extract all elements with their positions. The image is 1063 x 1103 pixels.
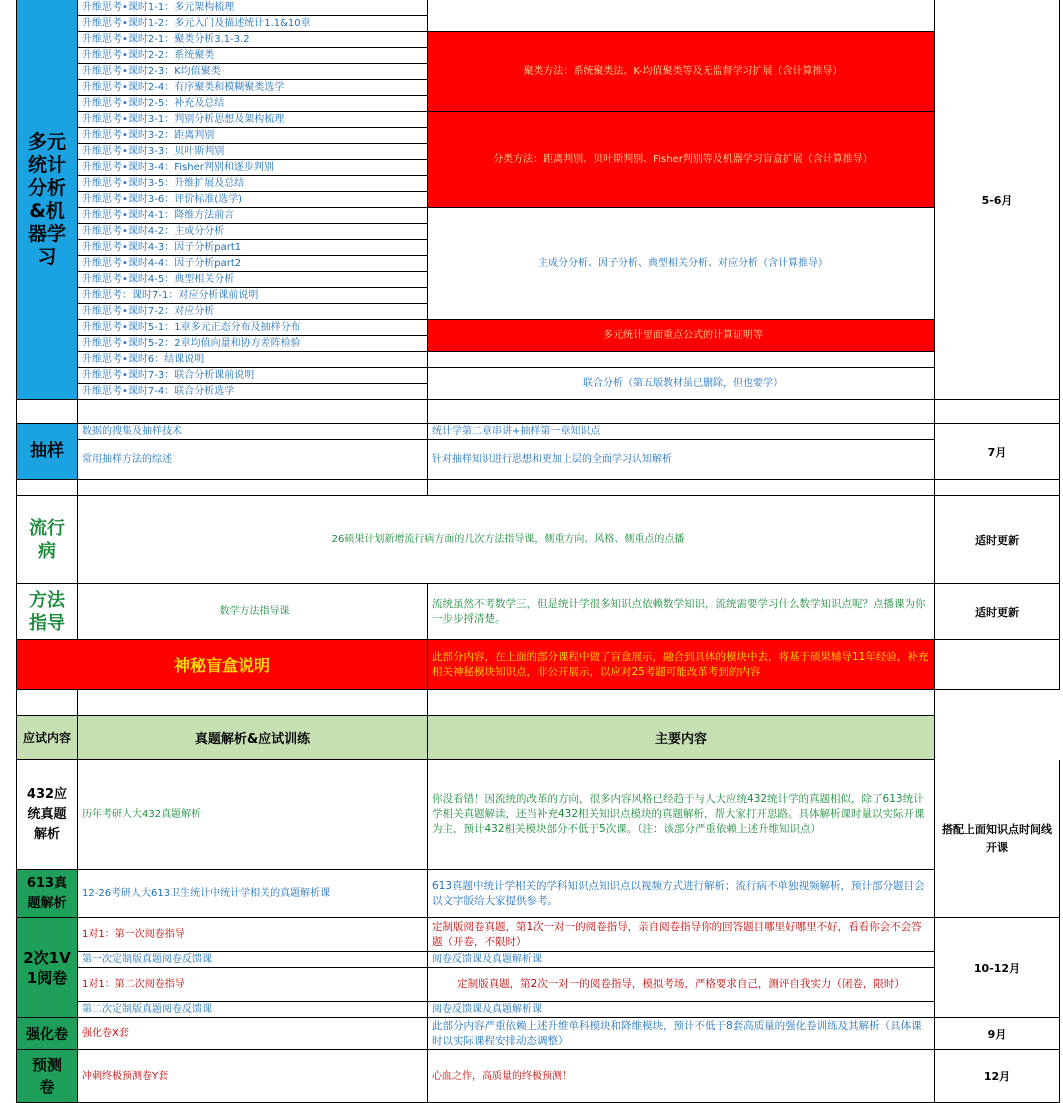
strengthen-left-text: 强化卷X套 bbox=[82, 1028, 129, 1039]
review-row-3-right bbox=[428, 968, 935, 1002]
exam-header-col3 bbox=[428, 716, 935, 760]
review-row-2-right bbox=[428, 952, 935, 968]
category-sampling-label: 抽样 bbox=[30, 441, 64, 461]
lesson-item bbox=[78, 128, 428, 144]
lesson-item-label: 升维思考•课时3-4：Fisher判别和逐步判别 bbox=[82, 162, 274, 173]
period-sampling bbox=[935, 424, 1060, 480]
lesson-item-label: 升维思考•课时4-3：因子分析part1 bbox=[82, 242, 242, 253]
review-row-1-right bbox=[428, 918, 935, 952]
exam613-right bbox=[428, 870, 935, 918]
lesson-item-label: 升维思考•课时5-1：1章多元正态分布及抽样分布 bbox=[82, 322, 301, 333]
category-method-label: 方法指导 bbox=[29, 589, 65, 634]
category-multivariate-label: 多元统计分析&机器学习 bbox=[27, 130, 66, 268]
sampling-row-2-left bbox=[78, 440, 428, 480]
spacer-row-1b bbox=[78, 400, 428, 424]
lesson-item-label: 升维思考：课时7-1：对应分析课前说明 bbox=[82, 290, 259, 301]
note-formula bbox=[428, 320, 935, 352]
lesson-item bbox=[78, 208, 428, 224]
period-multivariate-text: 5-6月 bbox=[981, 193, 1013, 207]
period-epidemic bbox=[935, 496, 1060, 584]
note-dimension bbox=[428, 208, 935, 320]
review-row-4-left-text: 第二次定制版真题阅卷反馈课 bbox=[82, 1004, 212, 1015]
exam432-left bbox=[78, 760, 428, 870]
predict-right bbox=[428, 1050, 935, 1103]
exam432-left-text: 历年考研人大432真题解析 bbox=[82, 809, 202, 820]
sampling-row-1-right-text: 统计学第二章串讲+抽样第一章知识点 bbox=[432, 426, 601, 437]
exam613-right-text: 613真题中统计学相关的学科知识点知识点以视频方式进行解析；流行病不单独视频解析，预计部分题目会以文字版给大家提供参考。 bbox=[432, 879, 925, 907]
method-left bbox=[78, 584, 428, 640]
category-review-label: 2次1V1阅卷 bbox=[23, 948, 71, 987]
sampling-row-1-right bbox=[428, 424, 935, 440]
lesson-item-label: 升维思考•课时2-4：有序聚类和模糊聚类选学 bbox=[82, 82, 285, 93]
period-sampling-text: 7月 bbox=[987, 445, 1007, 459]
spacer-row-3a bbox=[16, 690, 78, 716]
period-exam432 bbox=[935, 760, 1060, 918]
category-exam613-label: 613真题解析 bbox=[26, 875, 68, 911]
spacer-row-1c bbox=[428, 400, 935, 424]
method-right-text: 流统虽然不考数学三，但是统计学很多知识点依赖数学知识，流统需要学习什么数学知识点呢？点播课为你一步步捋清楚。 bbox=[432, 597, 926, 625]
review-row-3-left bbox=[78, 968, 428, 1002]
mystery-content bbox=[428, 640, 935, 690]
sampling-row-2-right bbox=[428, 440, 935, 480]
sampling-row-1-left bbox=[78, 424, 428, 440]
lesson-item-label: 升维思考•课时7-2：对应分析 bbox=[82, 306, 215, 317]
lesson-item bbox=[78, 144, 428, 160]
exam613-left bbox=[78, 870, 428, 918]
exam-header-col3-text: 主要内容 bbox=[654, 732, 707, 747]
exam432-right bbox=[428, 760, 935, 870]
period-predict bbox=[935, 1050, 1060, 1103]
review-row-1-right-text: 定制版阅卷真题，第1次一对一的阅卷指导，亲自阅卷指导你的回答题目哪里好哪里不好，看看你会不会答题（开卷，不限时） bbox=[432, 920, 922, 948]
category-review bbox=[16, 918, 78, 1018]
note-conjoint-text: 联合分析（第五版教材虽已删除，但也要学） bbox=[583, 378, 783, 389]
review-row-4-left bbox=[78, 1002, 428, 1018]
review-row-4-right bbox=[428, 1002, 935, 1018]
mystery-title-text: 神秘盲盒说明 bbox=[173, 656, 270, 675]
category-epidemic bbox=[16, 496, 78, 584]
exam-header-col2 bbox=[78, 716, 428, 760]
lesson-item-label: 升维思考•课时7-3：联合分析课前说明 bbox=[82, 370, 255, 381]
note-clustering bbox=[428, 32, 935, 112]
lesson-item bbox=[78, 112, 428, 128]
spacer-row-2c bbox=[428, 480, 935, 496]
lesson-item bbox=[78, 320, 428, 336]
lesson-item bbox=[78, 160, 428, 176]
strengthen-right bbox=[428, 1018, 935, 1050]
spacer-row-3b bbox=[78, 690, 428, 716]
lesson-item bbox=[78, 96, 428, 112]
lesson-item-label: 升维思考•课时4-2：主成分分析 bbox=[82, 226, 225, 237]
sampling-row-2-right-text: 针对抽样知识进行思想和更加上层的全面学习认知解析 bbox=[432, 454, 672, 465]
note-conjoint bbox=[428, 368, 935, 400]
lesson-item bbox=[78, 16, 428, 32]
exam-header-col2-text: 真题解析&应试训练 bbox=[194, 732, 311, 747]
sampling-row-2-left-text: 常用抽样方法的综述 bbox=[82, 454, 172, 465]
note-formula-text: 多元统计里面重点公式的计算证明等 bbox=[603, 330, 763, 341]
predict-right-text: 心血之作，高质量的终极预测！ bbox=[432, 1070, 572, 1082]
lesson-item-label: 升维思考•课时4-1：降维方法前言 bbox=[82, 210, 235, 221]
lesson-item bbox=[78, 240, 428, 256]
lesson-item bbox=[78, 304, 428, 320]
category-predict bbox=[16, 1050, 78, 1103]
lesson-item bbox=[78, 336, 428, 352]
category-multivariate bbox=[16, 0, 78, 400]
category-strengthen bbox=[16, 1018, 78, 1050]
sampling-row-1-left-text: 数据的搜集及抽样技术 bbox=[82, 426, 182, 437]
strengthen-left bbox=[78, 1018, 428, 1050]
lesson-item-label: 升维思考•课时3-3：贝叶斯判别 bbox=[82, 146, 225, 157]
lesson-item bbox=[78, 176, 428, 192]
lesson-item bbox=[78, 224, 428, 240]
category-exam432 bbox=[16, 760, 78, 870]
period-exam432-text: 搭配上面知识点时间线开课 bbox=[942, 822, 1052, 854]
category-exam613 bbox=[16, 870, 78, 918]
exam432-right-text: 你没看错！因流统的改革的方向，很多内容风格已经趋于与人大应统432统计学的真题相似，除了613统计学相关真题解读，还当补充432相关知识点模块的真题解析，帮大家打开思路。具体解析课时量以实际开课为主，预计432相关模块部分不低于5次课。（注：该部分严重依赖上述升维知识点） bbox=[432, 793, 925, 835]
review-row-1-left-text: 1对1：第一次阅卷指导 bbox=[82, 929, 185, 940]
lesson-item-label: 升维思考•课时6：结课说明 bbox=[82, 354, 205, 365]
lesson-item-label: 升维思考•课时1-1：多元架构梳理 bbox=[82, 2, 235, 13]
lesson-item bbox=[78, 288, 428, 304]
lesson-item-label: 升维思考•课时2-5：补充及总结 bbox=[82, 98, 225, 109]
period-review-text: 10-12月 bbox=[973, 961, 1021, 975]
review-row-2-left-text: 第一次定制版真题阅卷反馈课 bbox=[82, 954, 212, 965]
predict-left bbox=[78, 1050, 428, 1103]
spacer-row-2a bbox=[16, 480, 78, 496]
spacer-row-2b bbox=[78, 480, 428, 496]
spacer-row-2d bbox=[935, 480, 1060, 496]
category-predict-label: 预测卷 bbox=[31, 1056, 62, 1096]
lesson-item bbox=[78, 48, 428, 64]
lesson-item bbox=[78, 32, 428, 48]
lesson-item bbox=[78, 272, 428, 288]
lesson-item-label: 升维思考•课时2-1：聚类分析3.1-3.2 bbox=[82, 34, 250, 45]
exam-header-col1 bbox=[16, 716, 78, 760]
review-row-3-left-text: 1对1：第二次阅卷指导 bbox=[82, 979, 185, 990]
lesson-item bbox=[78, 64, 428, 80]
note-dimension-text: 主成分分析、因子分析、典型相关分析、对应分析（含计算推导） bbox=[538, 258, 828, 269]
lesson-item-label: 升维思考•课时3-5：升维扩展及总结 bbox=[82, 178, 245, 189]
lesson-item-label: 升维思考•课时5-2：2章均值向量和协方差阵检验 bbox=[82, 338, 301, 349]
predict-left-text: 冲刺终极预测卷Y套 bbox=[82, 1070, 169, 1082]
lesson-item bbox=[78, 0, 428, 16]
review-row-4-right-text: 阅卷反馈课及真题解析课 bbox=[432, 1004, 542, 1015]
note-clustering-text: 聚类方法：系统聚类法、K-均值聚类等及无监督学习扩展（含计算推导） bbox=[523, 66, 843, 77]
note-blank-top bbox=[428, 0, 935, 32]
exam613-left-text: 12-26考研人大613卫生统计中统计学相关的真题解析课 bbox=[82, 888, 331, 899]
lesson-item bbox=[78, 256, 428, 272]
lesson-item-label: 升维思考•课时2-2：系统聚类 bbox=[82, 50, 215, 61]
review-row-3-right-text: 定制版真题，第2次一对一的阅卷指导，模拟考场，严格要求自己，测评自我实力（闭卷，限时） bbox=[457, 978, 905, 990]
spacer-row-3c bbox=[428, 690, 935, 716]
lesson-item-label: 升维思考•课时3-1：判别分析思想及架构梳理 bbox=[82, 114, 285, 125]
period-epidemic-text: 适时更新 bbox=[975, 533, 1019, 547]
period-predict-text: 12月 bbox=[983, 1070, 1011, 1083]
period-method bbox=[935, 584, 1060, 640]
mystery-title bbox=[16, 640, 428, 690]
lesson-item bbox=[78, 80, 428, 96]
lesson-item-label: 升维思考•课时3-2：距离判别 bbox=[82, 130, 215, 141]
lesson-item-label: 升维思考•课时2-3：K均值聚类 bbox=[82, 66, 221, 77]
lesson-item bbox=[78, 384, 428, 400]
mystery-blank bbox=[935, 640, 1060, 690]
lesson-item-label: 升维思考•课时7-4：联合分析选学 bbox=[82, 386, 235, 397]
review-row-2-right-text: 阅卷反馈课及真题解析课 bbox=[432, 954, 542, 965]
epidemic-content-text: 26硕果计划新增流行病方面的几次方法指导课，侧重方向、风格、侧重点的点播 bbox=[331, 534, 685, 545]
note-blank-mid bbox=[428, 352, 935, 368]
review-row-1-left bbox=[78, 918, 428, 952]
lesson-item-label: 升维思考•课时4-4：因子分析part2 bbox=[82, 258, 242, 269]
lesson-item-label: 升维思考•课时4-5：典型相关分析 bbox=[82, 274, 235, 285]
exam-header-col1-text: 应试内容 bbox=[22, 731, 71, 745]
lesson-item bbox=[78, 352, 428, 368]
lesson-item-label: 升维思考•课时3-6：评价标准(选学) bbox=[82, 194, 243, 205]
period-strengthen-text: 9月 bbox=[987, 1027, 1007, 1041]
method-right bbox=[428, 584, 935, 640]
lesson-item bbox=[78, 368, 428, 384]
category-sampling bbox=[16, 424, 78, 480]
category-exam432-label: 432应统真题解析 bbox=[26, 786, 68, 842]
note-classification-text: 分类方法：距离判别、贝叶斯判别、Fisher判别等及机器学习盲盒扩展（含计算推导） bbox=[493, 154, 873, 165]
period-method-text: 适时更新 bbox=[975, 605, 1019, 619]
category-epidemic-label: 流行病 bbox=[29, 517, 65, 562]
lesson-item bbox=[78, 192, 428, 208]
strengthen-right-text: 此部分内容严重依赖上述升维单科模块和降维模块，预计不低于8套高质量的强化卷训练及其解析（具体课时以实际课程安排动态调整） bbox=[432, 1019, 922, 1047]
lesson-item-label: 升维思考•课时1-2：多元入门及描述统计1.1&10章 bbox=[82, 18, 311, 29]
mystery-content-text: 此部分内容，在上面的部分课程中做了盲盒展示，融合到具体的模块中去，将基于硕果辅导11年经验，补充相关神秘模块知识点，非公开展示，以应对25考题可能改革考到的内容 bbox=[432, 650, 929, 678]
category-strengthen-label: 强化卷 bbox=[26, 1026, 68, 1043]
method-left-text: 数学方法指导课 bbox=[219, 606, 290, 617]
period-multivariate bbox=[935, 0, 1060, 400]
period-strengthen bbox=[935, 1018, 1060, 1050]
review-row-2-left bbox=[78, 952, 428, 968]
period-review bbox=[935, 918, 1060, 1018]
category-method bbox=[16, 584, 78, 640]
spacer-row-1d bbox=[935, 400, 1060, 424]
spacer-row-1a bbox=[16, 400, 78, 424]
epidemic-content bbox=[78, 496, 935, 584]
note-classification bbox=[428, 112, 935, 208]
